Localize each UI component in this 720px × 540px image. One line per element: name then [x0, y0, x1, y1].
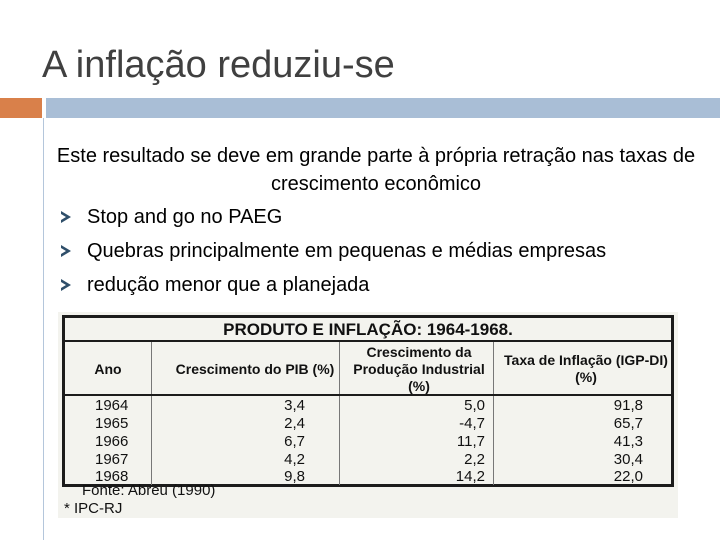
- cell-pib: 9,8: [284, 468, 305, 485]
- table-source: Fonte: Abreu (1990): [82, 482, 216, 499]
- cell-ano: 1967: [95, 451, 129, 468]
- table-title: PRODUTO E INFLAÇÃO: 1964-1968.: [65, 318, 671, 342]
- bullet-item: [40, 200, 712, 234]
- table-row: [65, 397, 671, 415]
- cell-inflacao: 65,7: [613, 415, 643, 432]
- table-row: [65, 415, 671, 433]
- title-accent-orange: [0, 98, 42, 118]
- arrow-bullet-icon: [61, 211, 71, 223]
- arrow-bullet-icon: [61, 245, 71, 257]
- bullet-item: [40, 234, 712, 268]
- table-row: [65, 451, 671, 469]
- cell-pib: 2,4: [284, 415, 305, 432]
- cell-inflacao: 22,0: [613, 468, 643, 485]
- bullet-list: [40, 200, 712, 302]
- cell-industrial: 5,0: [464, 397, 485, 414]
- cell-industrial: 11,7: [456, 433, 485, 450]
- arrow-bullet-icon: [61, 279, 71, 291]
- cell-industrial: 14,2: [455, 468, 485, 485]
- slide-body: [40, 142, 712, 302]
- cell-ano: 1966: [95, 433, 129, 450]
- cell-inflacao: 30,4: [613, 451, 643, 468]
- bullet-item: [40, 268, 712, 302]
- header-divider: [65, 394, 671, 396]
- table-row: [65, 433, 671, 451]
- cell-pib: 3,4: [284, 397, 305, 414]
- table-note: * IPC-RJ: [64, 500, 123, 517]
- bullet-text: Stop and go no PAEG: [87, 206, 283, 228]
- cell-ano: 1964: [95, 397, 129, 414]
- cell-pib: 6,7: [284, 433, 305, 450]
- header-industrial: Crescimento da Produção Industrial (%): [353, 343, 485, 394]
- cell-ano: 1965: [95, 415, 129, 432]
- intro-paragraph: Este resultado se deve em grande parte à própria retração nas taxas de crescimento econômico: [56, 145, 696, 195]
- cell-inflacao: 91,8: [613, 397, 643, 414]
- cell-industrial: 2,2: [464, 451, 485, 468]
- table-frame: [62, 315, 674, 487]
- cell-pib: 4,2: [284, 451, 305, 468]
- bullet-text: redução menor que a planejada: [87, 274, 370, 296]
- cell-ano: 1968: [95, 468, 129, 485]
- header-inflacao: Taxa de Inflação (IGP-DI) (%): [504, 352, 668, 385]
- cell-inflacao: 41,3: [613, 433, 643, 450]
- slide-title: A inflação reduziu-se: [42, 44, 395, 86]
- cell-industrial: -4,7: [459, 415, 485, 432]
- bullet-text: Quebras principalmente em pequenas e médias empresas: [87, 240, 607, 262]
- header-pib: Crescimento do PIB (%): [175, 360, 335, 377]
- title-accent-blue: [46, 98, 720, 118]
- header-ano: Ano: [94, 360, 122, 377]
- product-inflation-table-image: [58, 312, 678, 518]
